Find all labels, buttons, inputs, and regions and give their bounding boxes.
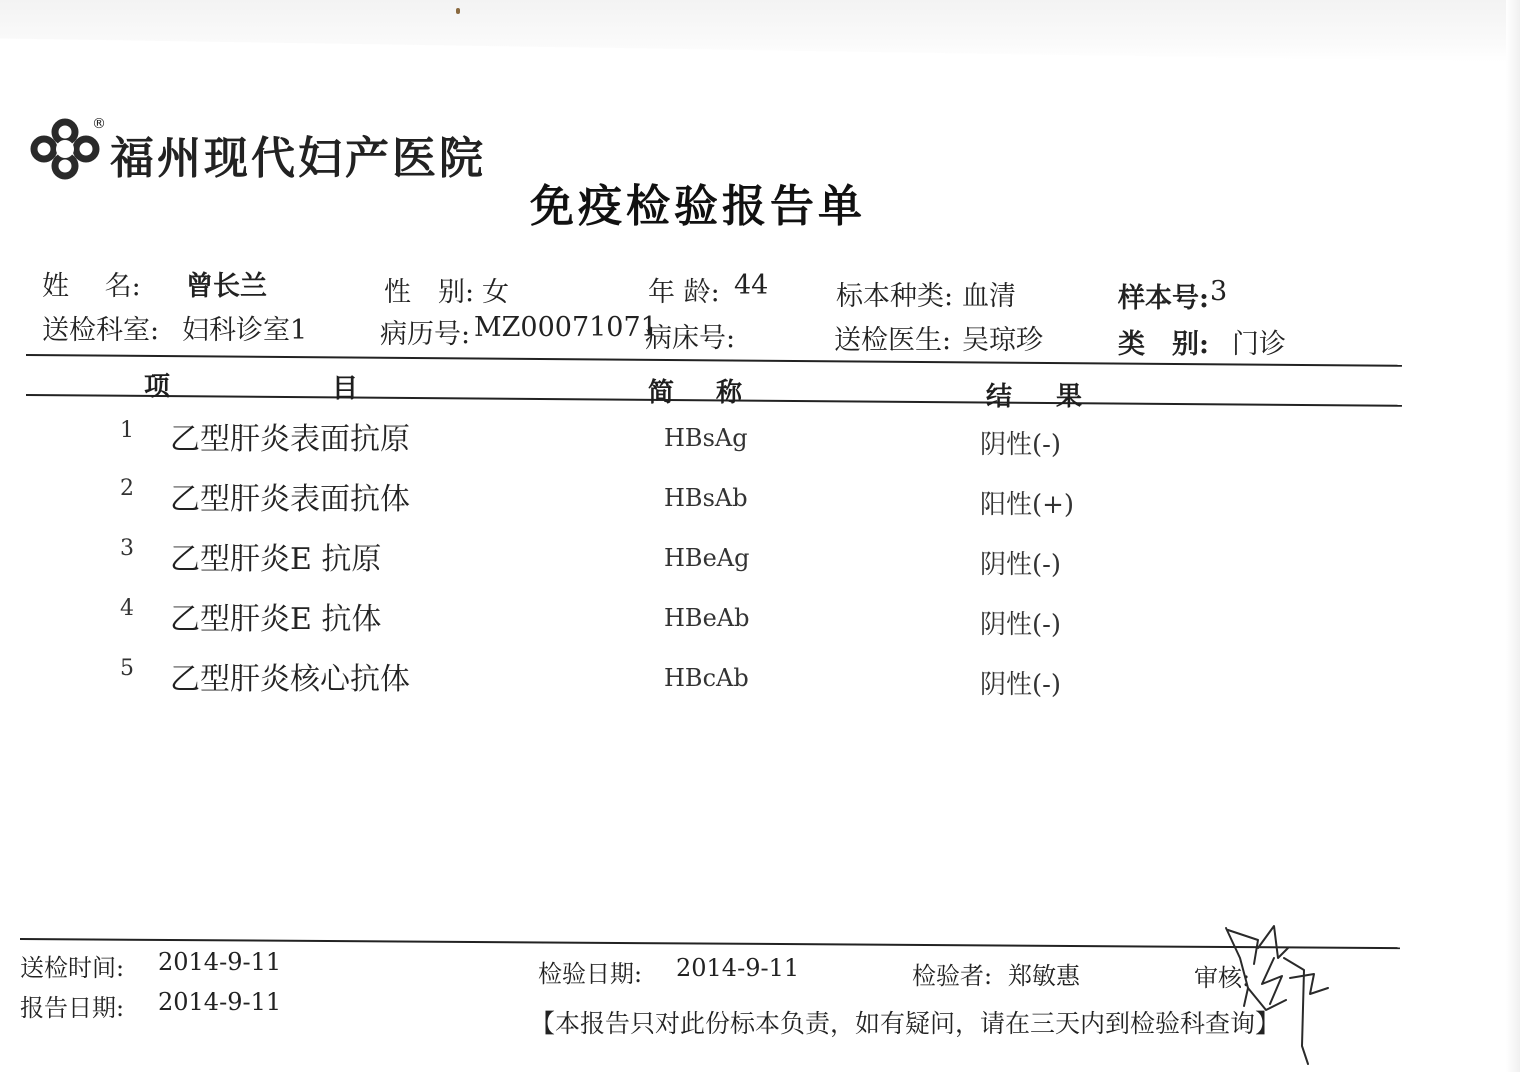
category-label: 类 别: <box>1118 329 1209 360</box>
scan-right-edge <box>1506 0 1520 1072</box>
age-value: 44 <box>734 270 769 301</box>
row-5-number: 5 <box>120 656 134 681</box>
record-no-value: MZ00071071 <box>474 312 658 343</box>
row-2-number: 2 <box>120 476 134 501</box>
row-3-item: 乙型肝炎E 抗原 <box>170 542 382 577</box>
record-no-label: 病历号: <box>380 319 471 350</box>
row-1-abbr: HBsAg <box>664 424 748 452</box>
hospital-logo-icon <box>30 118 100 180</box>
submit-time-label: 送检时间: <box>20 954 125 982</box>
registered-mark: ® <box>92 116 106 132</box>
row-5-result: 阴性(-) <box>980 670 1062 700</box>
dept-label: 送检科室: <box>42 315 160 346</box>
submit-time-value: 2014-9-11 <box>158 948 282 976</box>
bed-no-label: 病床号: <box>645 323 736 354</box>
specimen-value: 血清 <box>962 281 1016 312</box>
patient-name-value: 曾长兰 <box>186 271 267 302</box>
header-item-a: 项 <box>144 372 173 402</box>
header-abbr-b: 称 <box>716 378 745 408</box>
scan-speck <box>456 8 460 14</box>
report-date-value: 2014-9-11 <box>158 988 282 1016</box>
patient-name-label: 姓 名: <box>42 271 141 302</box>
row-5-item: 乙型肝炎核心抗体 <box>170 662 410 697</box>
header-abbr-a: 简 <box>648 378 677 408</box>
row-2-item: 乙型肝炎表面抗体 <box>170 482 410 517</box>
row-2-abbr: HBsAb <box>664 484 748 512</box>
doctor-value: 吴琼珍 <box>962 325 1043 356</box>
row-4-result: 阴性(-) <box>980 610 1062 640</box>
header-item-b: 目 <box>332 374 361 404</box>
dept-value: 妇科诊室1 <box>182 315 308 346</box>
row-4-abbr: HBeAb <box>664 604 750 632</box>
gender-value: 女 <box>482 277 509 308</box>
scan-top-strip <box>0 0 1520 62</box>
tester-label: 检验者: <box>912 962 993 990</box>
row-3-number: 3 <box>120 536 134 561</box>
test-date-label: 检验日期: <box>538 960 643 988</box>
doctor-label: 送检医生: <box>834 325 952 356</box>
report-date-label: 报告日期: <box>20 994 125 1022</box>
sample-no-label: 样本号: <box>1118 283 1209 314</box>
category-value: 门诊 <box>1232 329 1286 360</box>
row-1-result: 阴性(-) <box>980 430 1062 460</box>
test-date-value: 2014-9-11 <box>676 954 800 982</box>
age-label: 年 龄: <box>648 277 720 308</box>
gender-label: 性 别: <box>384 277 475 308</box>
header-result-a: 结 <box>986 382 1015 412</box>
reviewer-signature <box>1218 918 1348 1068</box>
row-5-abbr: HBcAb <box>664 664 749 692</box>
row-4-number: 4 <box>120 596 134 621</box>
row-1-item: 乙型肝炎表面抗原 <box>170 422 410 457</box>
tester-value: 郑敏惠 <box>1008 962 1080 990</box>
row-2-result: 阳性(+) <box>980 490 1075 520</box>
reviewer-label: 审核: <box>1194 964 1251 992</box>
header-result-b: 果 <box>1056 382 1085 412</box>
row-1-number: 1 <box>120 418 134 443</box>
row-4-item: 乙型肝炎E 抗体 <box>170 602 382 637</box>
header-bottom-rule <box>26 394 1402 407</box>
row-3-abbr: HBeAg <box>664 544 750 572</box>
sample-no-value: 3 <box>1210 276 1228 307</box>
hospital-name: 福州现代妇产医院 <box>110 133 486 184</box>
specimen-label: 标本种类: <box>836 281 954 312</box>
row-3-result: 阴性(-) <box>980 550 1062 580</box>
disclaimer-note: 【本报告只对此份标本负责，如有疑问，请在三天内到检验科查询】 <box>530 1009 1281 1038</box>
report-title: 免疫检验报告单 <box>530 181 866 232</box>
